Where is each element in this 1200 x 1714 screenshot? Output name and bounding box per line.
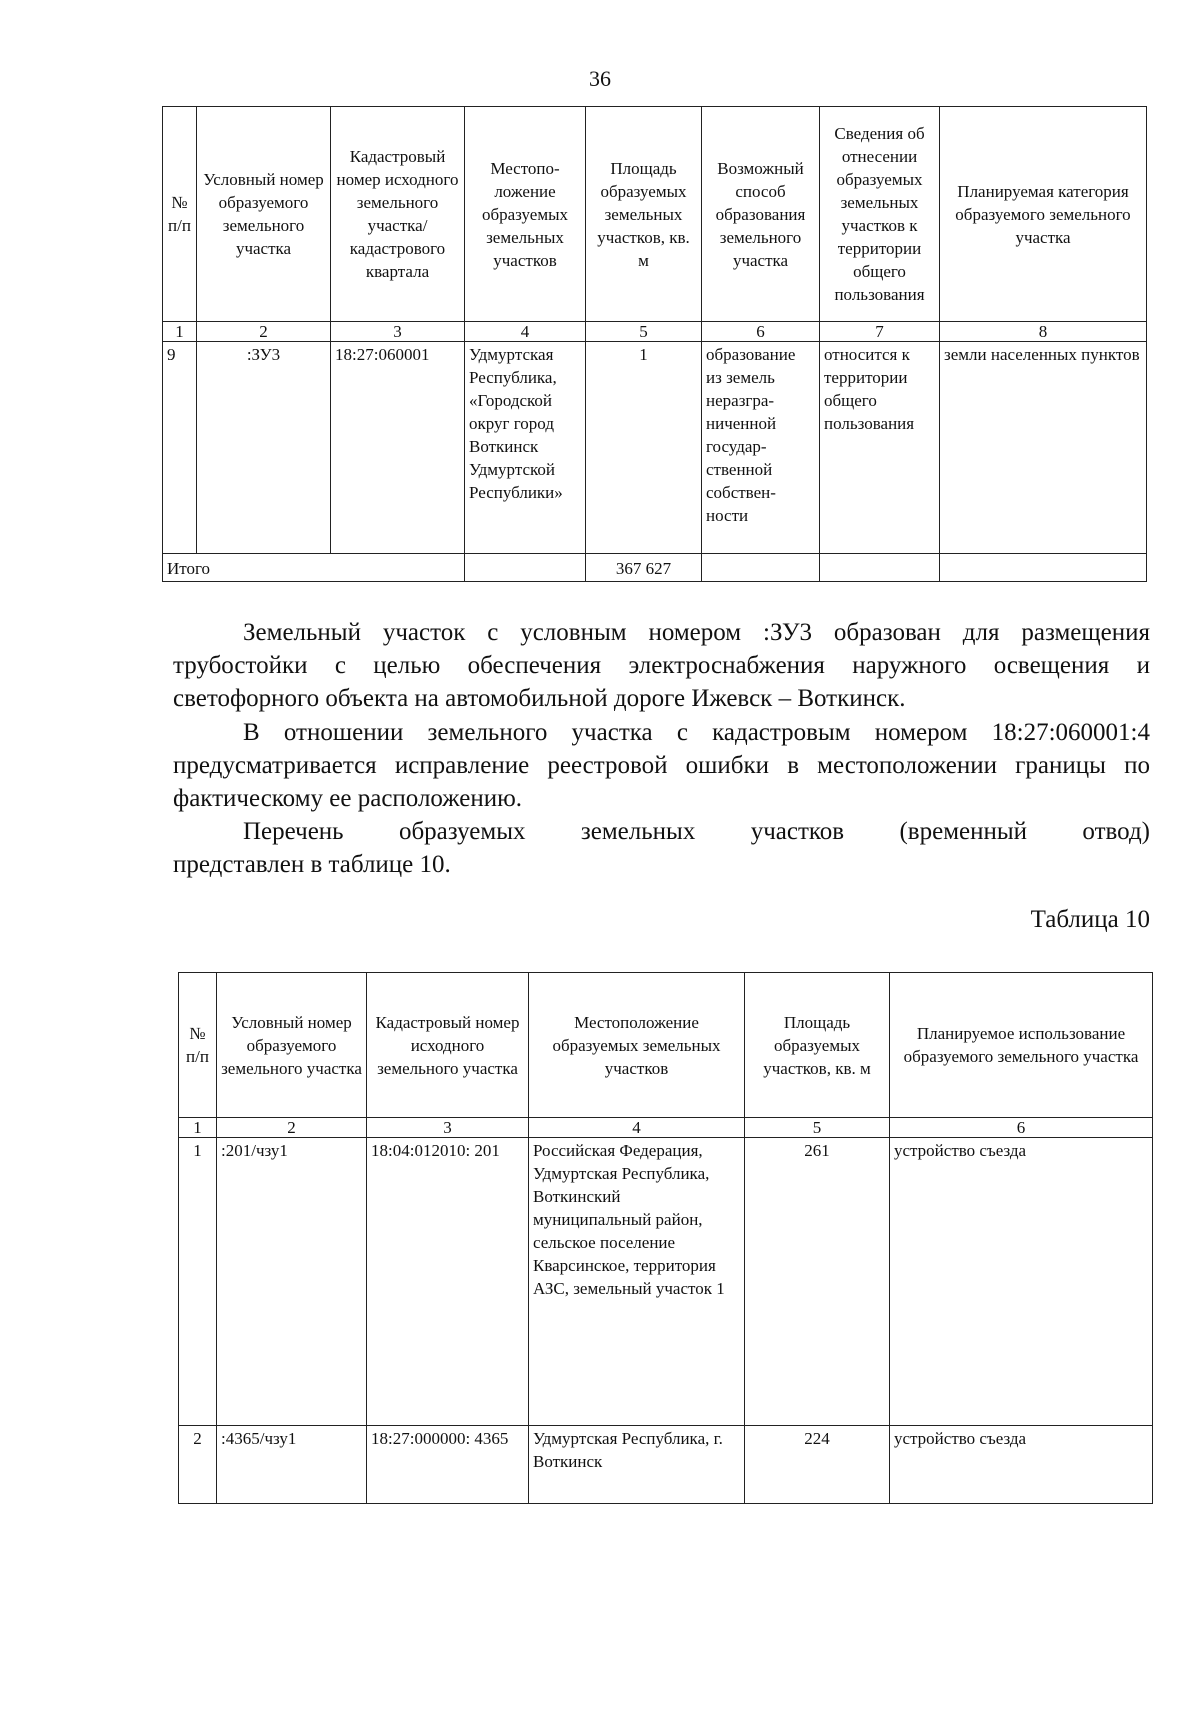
- col-number: 4: [465, 322, 586, 342]
- paragraph-text: Перечень образуемых земельных участков (временный отвод): [243, 818, 1150, 845]
- col-number: 3: [331, 322, 465, 342]
- paragraph-text: Земельный участок с условным номером :ЗУ3 образован для размещения трубостойки с целью обеспечения электроснабжения наружного освещения и светофорного объекта на автомобильной дороге Ижевск – Воткинск.: [173, 619, 1150, 712]
- cell-cadastral: 18:27:060001: [331, 342, 465, 554]
- table-header-row: [179, 973, 1153, 1118]
- paragraph-temporary-list: [173, 815, 1150, 848]
- col-number: 3: [367, 1118, 529, 1138]
- cell-usage: устройство съезда: [890, 1138, 1153, 1426]
- table-land-plots-continued: [162, 106, 1147, 582]
- cell-empty: [465, 554, 586, 582]
- cell-empty: [702, 554, 820, 582]
- cell-cond-number: :201/чзу1: [217, 1138, 367, 1426]
- table-row: [179, 1138, 1153, 1426]
- page-number: 36: [589, 66, 611, 91]
- cell-cond-number: :4365/чзу1: [217, 1426, 367, 1504]
- column-number-row: [179, 1118, 1153, 1138]
- cell-empty: [940, 554, 1147, 582]
- cell-area: 224: [745, 1426, 890, 1504]
- col-number: 5: [745, 1118, 890, 1138]
- table-total-row: [163, 554, 1147, 582]
- col-number: 2: [197, 322, 331, 342]
- col-header-number: № п/п: [179, 973, 217, 1118]
- col-number: 5: [586, 322, 702, 342]
- cell-number: 2: [179, 1426, 217, 1504]
- col-number: 6: [702, 322, 820, 342]
- col-header-area: Площадь образуемых участков, кв. м: [745, 973, 890, 1118]
- cell-location: Удмуртская Республика, «Городской округ город Воткинск Удмуртской Республики»: [465, 342, 586, 554]
- col-number: 6: [890, 1118, 1153, 1138]
- col-number: 8: [940, 322, 1147, 342]
- cell-area: 1: [586, 342, 702, 554]
- cell-public-use: относится к территории общего пользования: [820, 342, 940, 554]
- col-header-public-use: Сведения об отнесении образуемых земельных участков к территории общего пользования: [820, 107, 940, 322]
- col-header-cond-number: Условный номер образуемого земельного участка: [197, 107, 331, 322]
- table-caption: Таблица 10: [1030, 906, 1150, 933]
- cell-category: земли населенных пунктов: [940, 342, 1147, 554]
- paragraph-zu3-purpose: [173, 616, 1150, 715]
- cell-area: 261: [745, 1138, 890, 1426]
- col-header-location: Местоположение образуемых земельных участков: [529, 973, 745, 1118]
- cell-cadastral: 18:27:000000: 4365: [367, 1426, 529, 1504]
- col-number: 1: [163, 322, 197, 342]
- cell-cadastral: 18:04:012010: 201: [367, 1138, 529, 1426]
- col-header-location: Местопо-ложение образуемых земельных участков: [465, 107, 586, 322]
- table-row: [179, 1426, 1153, 1504]
- column-number-row: [163, 322, 1147, 342]
- col-number: 7: [820, 322, 940, 342]
- cell-location: Российская Федерация, Удмуртская Республика, Воткинский муниципальный район, сельское поселение Кварсинское, территория АЗС, земельный участок 1: [529, 1138, 745, 1426]
- total-area: 367 627: [586, 554, 702, 582]
- cell-usage: устройство съезда: [890, 1426, 1153, 1504]
- table-10-temporary-plots: [178, 972, 1153, 1504]
- col-number: 2: [217, 1118, 367, 1138]
- cell-location: Удмуртская Республика, г. Воткинск: [529, 1426, 745, 1504]
- col-header-cadastral: Кадастровый номер исходного земельного участка/ кадастрового квартала: [331, 107, 465, 322]
- total-label: Итого: [163, 554, 465, 582]
- cell-cond-number: :ЗУ3: [197, 342, 331, 554]
- cell-method: образование из земель неразгра-ниченной государ-ственной собствен-ности: [702, 342, 820, 554]
- paragraph-registry-error: [173, 716, 1150, 815]
- paragraph-text: В отношении земельного участка с кадастровым номером 18:27:060001:4 предусматривается исправление реестровой ошибки в местоположении границы по фактическому ее расположению.: [173, 719, 1150, 812]
- col-header-cadastral: Кадастровый номер исходного земельного участка: [367, 973, 529, 1118]
- cell-number: 1: [179, 1138, 217, 1426]
- col-header-area: Площадь образуемых земельных участков, кв. м: [586, 107, 702, 322]
- col-header-category: Планируемая категория образуемого земельного участка: [940, 107, 1147, 322]
- table-row: [163, 342, 1147, 554]
- col-header-usage: Планируемое использование образуемого земельного участка: [890, 973, 1153, 1118]
- col-header-method: Возможный способ образования земельного участка: [702, 107, 820, 322]
- col-header-cond-number: Условный номер образуемого земельного участка: [217, 973, 367, 1118]
- col-header-number: № п/п: [163, 107, 197, 322]
- cell-number: 9: [163, 342, 197, 554]
- table-header-row: [163, 107, 1147, 322]
- col-number: 1: [179, 1118, 217, 1138]
- cell-empty: [820, 554, 940, 582]
- paragraph-temporary-list-tail: представлен в таблице 10.: [173, 851, 451, 878]
- col-number: 4: [529, 1118, 745, 1138]
